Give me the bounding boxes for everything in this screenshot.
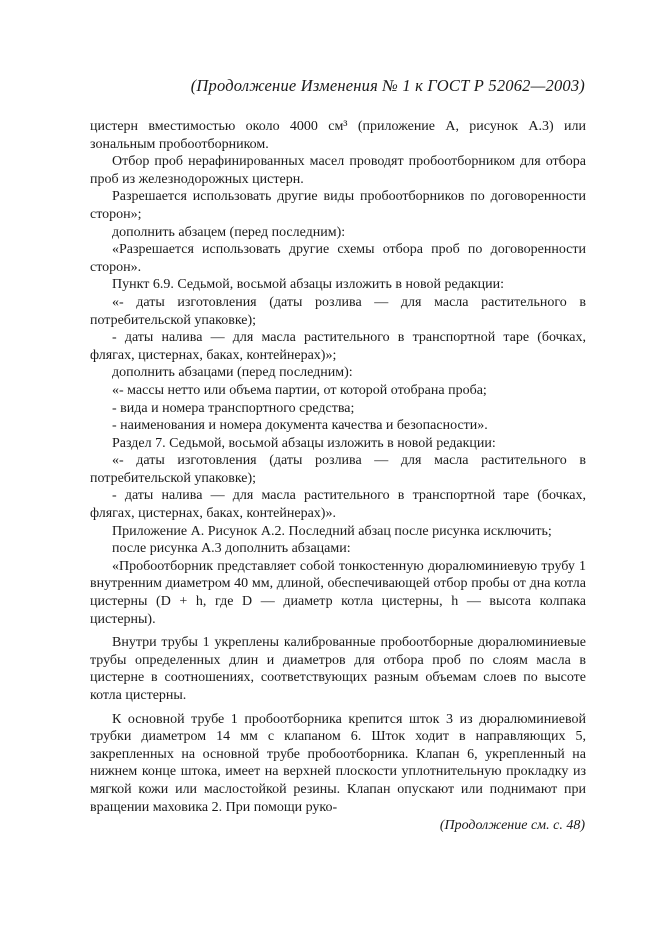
paragraph: - вида и номера транспортного средства; [112,400,355,416]
paragraph: - даты налива — для масла растительного в транспортной таре (бочках, флягах, цистернах, баках, контейнерах)». [90,488,586,522]
paragraph: «Пробоотборник представляет собой тонкостенную дюралюминиевую трубу 1 внутренним диаметром 40 мм, длиной, обеспечивающей отбор пробы от дна котла цистерны (D + h, где D — диаметр котла цистерны, h — высота колпака цистерны). [90,558,586,627]
paragraph: дополнить абзацами (перед последним): [112,365,353,381]
paragraph: Отбор проб нерафинированных масел проводят пробоотборником для отбора проб из железнодорожных цистерн. [90,154,586,187]
page-footer: (Продолжение см. с. 48) [439,818,585,833]
paragraph: «Разрешается использовать другие схемы отбора проб по договоренности сторон». [90,242,586,275]
paragraph: Раздел 7. Седьмой, восьмой абзацы изложить в новой редакции: [112,435,496,451]
paragraph: дополнить абзацем (перед последним): [112,224,346,240]
paragraph: после рисунка А.3 дополнить абзацами: [112,541,351,557]
paragraph: «- даты изготовления (даты розлива — для масла растительного в потребительской упаковке); [90,294,586,328]
document-body [90,118,586,816]
paragraph: - даты налива — для масла растительного в транспортной таре (бочках, флягах, цистернах, баках, контейнерах)»; [90,330,586,363]
paragraph: Разрешается использовать другие виды пробоотборников по договоренности сторон»; [90,189,586,222]
paragraph: Пункт 6.9. Седьмой, восьмой абзацы изложить в новой редакции: [112,277,504,293]
paragraph: Приложение А. Рисунок А.2. Последний абзац после рисунка исключить; [112,523,552,539]
paragraph: Внутри трубы 1 укреплены калиброванные пробоотборные дюралюминиевые трубы определенных длин и диаметров для отбора проб по слоям масла в цистерне в соотношениях, соответствующих разным объемам слоев по высоте котла цистерны. [90,635,586,703]
paragraph: - наименования и номера документа качества и безопасности». [112,418,488,434]
page-header: (Продолжение Изменения № 1 к ГОСТ Р 52062—2003) [190,76,585,95]
paragraph: «- массы нетто или объема партии, от которой отобрана проба; [112,382,487,398]
paragraph: цистерн вместимостью около 4000 см³ (приложение А, рисунок А.3) или зональным пробоотборником. [90,119,586,152]
paragraph: К основной трубе 1 пробоотборника крепится шток 3 из дюралюминиевой трубки диаметром 14 мм с клапаном 6. Шток ходит в направляющих 5, закрепленных на основной трубе пробоотборника. Клапан 6, укрепленный на нижнем конце штока, имеет на верхней плоскости уплотнительную прокладку из мягкой кожи или маслостойкой резины. Клапан опускают или поднимают при вращении маховика 2. При помощи руко- [90,711,586,815]
paragraph: «- даты изготовления (даты розлива — для масла растительного в потребительской упаковке); [90,453,586,486]
